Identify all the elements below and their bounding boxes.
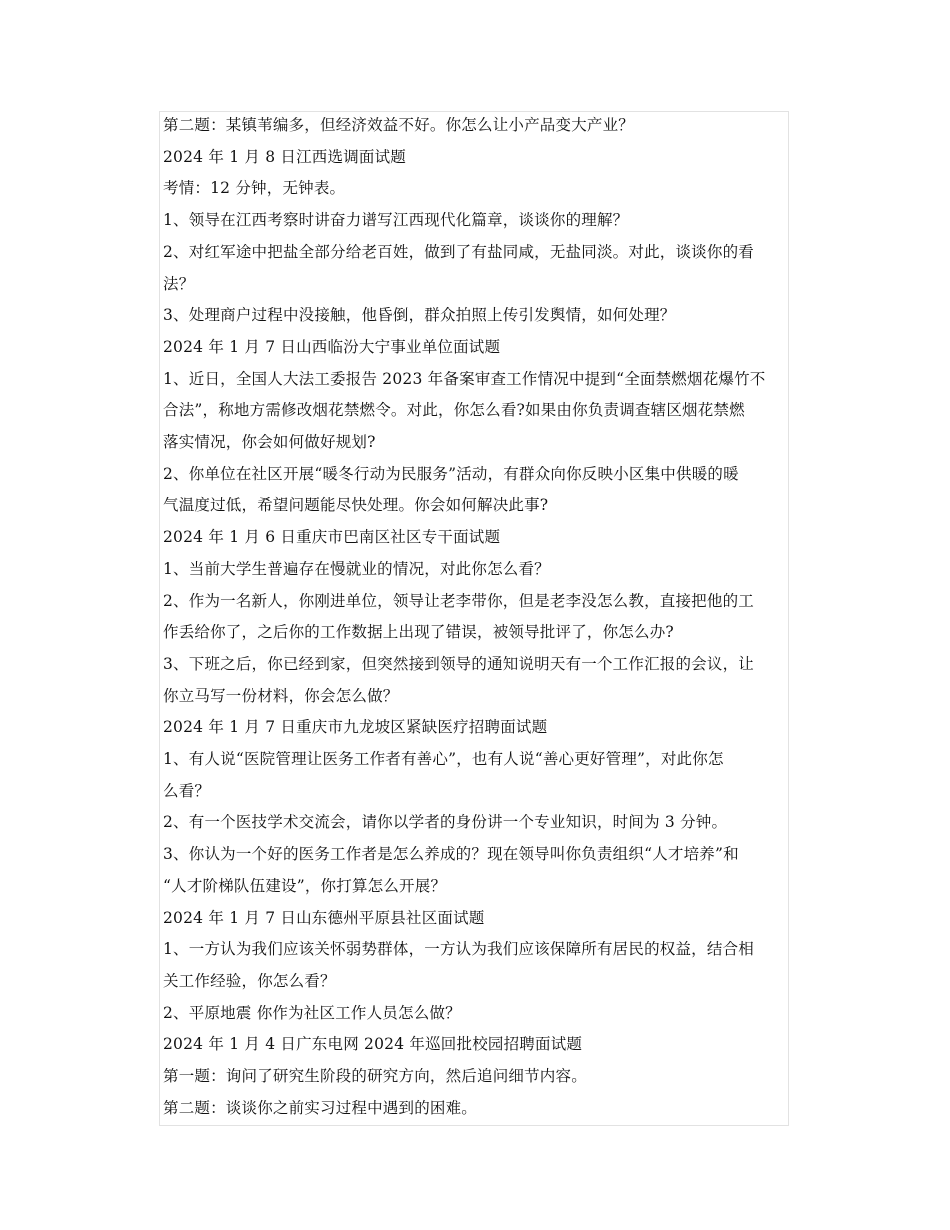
document-body <box>163 110 789 1125</box>
question-item: 1、当前大学生普遍存在慢就业的情况，对此你怎么看？ <box>163 559 550 578</box>
question-item: 3、你认为一个好的医务工作者是怎么养成的？现在领导叫你负责组织“人才培养”和 <box>163 845 739 864</box>
section-heading: 2024 年 1 月 7 日山西临汾大宁事业单位面试题 <box>163 337 501 356</box>
question-item: 2、你单位在社区开展“暖冬行动为民服务”活动，有群众向你反映小区集中供暖的暖 <box>163 464 739 483</box>
section-heading: 2024 年 1 月 4 日广东电网 2024 年巡回批校园招聘面试题 <box>163 1035 583 1054</box>
question-continuation: 作丢给你了，之后你的工作数据上出现了错误，被领导批评了，你怎么办? <box>163 623 674 642</box>
question-item: 第一题：询问了研究生阶段的研究方向，然后追问细节内容。 <box>163 1067 587 1086</box>
question-item: 1、一方认为我们应该关怀弱势群体，一方认为我们应该保障所有居民的权益，结合相 <box>163 940 754 959</box>
question-item: 2、平原地震 你作为社区工作人员怎么做？ <box>163 1003 461 1022</box>
question-continuation: 你立马写一份材料，你会怎么做？ <box>163 686 399 705</box>
section-heading: 2024 年 1 月 7 日山东德州平原县社区面试题 <box>163 908 485 927</box>
question-item: 2、作为一名新人，你刚进单位，领导让老李带你，但是老李没怎么教，直接把他的工 <box>163 591 754 610</box>
question-item: 3、处理商户过程中没接触，他昏倒，群众拍照上传引发舆情，如何处理？ <box>163 306 676 325</box>
question-item: 3、下班之后，你已经到家，但突然接到领导的通知说明天有一个工作汇报的会议，让 <box>163 654 754 673</box>
text-line: 考情：12 分钟，无钟表。 <box>163 179 346 198</box>
question-continuation: 落实情况，你会如何做好规划? <box>163 433 376 452</box>
text-line: 第二题：某镇苇编多，但经济效益不好。你怎么让小产品变大产业？ <box>163 116 635 134</box>
question-continuation: 法？ <box>163 274 195 293</box>
question-continuation: 合法”，称地方需修改烟花禁燃令。对此，你怎么看?如果由你负责调查辖区烟花禁燃 <box>163 401 745 420</box>
question-continuation: 气温度过低，希望问题能尽快处理。你会如何解决此事? <box>163 496 549 515</box>
section-heading: 2024 年 1 月 8 日江西选调面试题 <box>163 147 407 166</box>
question-item: 2、有一个医技学术交流会，请你以学者的身份讲一个专业知识，时间为 3 分钟。 <box>163 813 728 832</box>
question-item: 第二题：谈谈你之前实习过程中遇到的困难。 <box>163 1098 478 1117</box>
question-continuation: 关工作经验，你怎么看？ <box>163 971 336 990</box>
question-item: 1、领导在江西考察时讲奋力谱写江西现代化篇章，谈谈你的理解？ <box>163 211 629 230</box>
question-continuation: “人才阶梯队伍建设”，你打算怎么开展？ <box>163 876 447 895</box>
section-heading: 2024 年 1 月 6 日重庆市巴南区社区专干面试题 <box>163 528 501 547</box>
question-item: 2、对红军途中把盐全部分给老百姓，做到了有盐同咸，无盐同淡。对此，谈谈你的看 <box>163 242 754 261</box>
question-item: 1、有人说“医院管理让医务工作者有善心”，也有人说“善心更好管理”，对此你怎 <box>163 750 724 769</box>
question-continuation: 么看？ <box>163 781 211 800</box>
question-item: 1、近日，全国人大法工委报告 2023 年备案审查工作情况中提到“全面禁燃烟花爆竹不 <box>163 369 766 388</box>
section-heading: 2024 年 1 月 7 日重庆市九龙坡区紧缺医疗招聘面试题 <box>163 718 548 737</box>
